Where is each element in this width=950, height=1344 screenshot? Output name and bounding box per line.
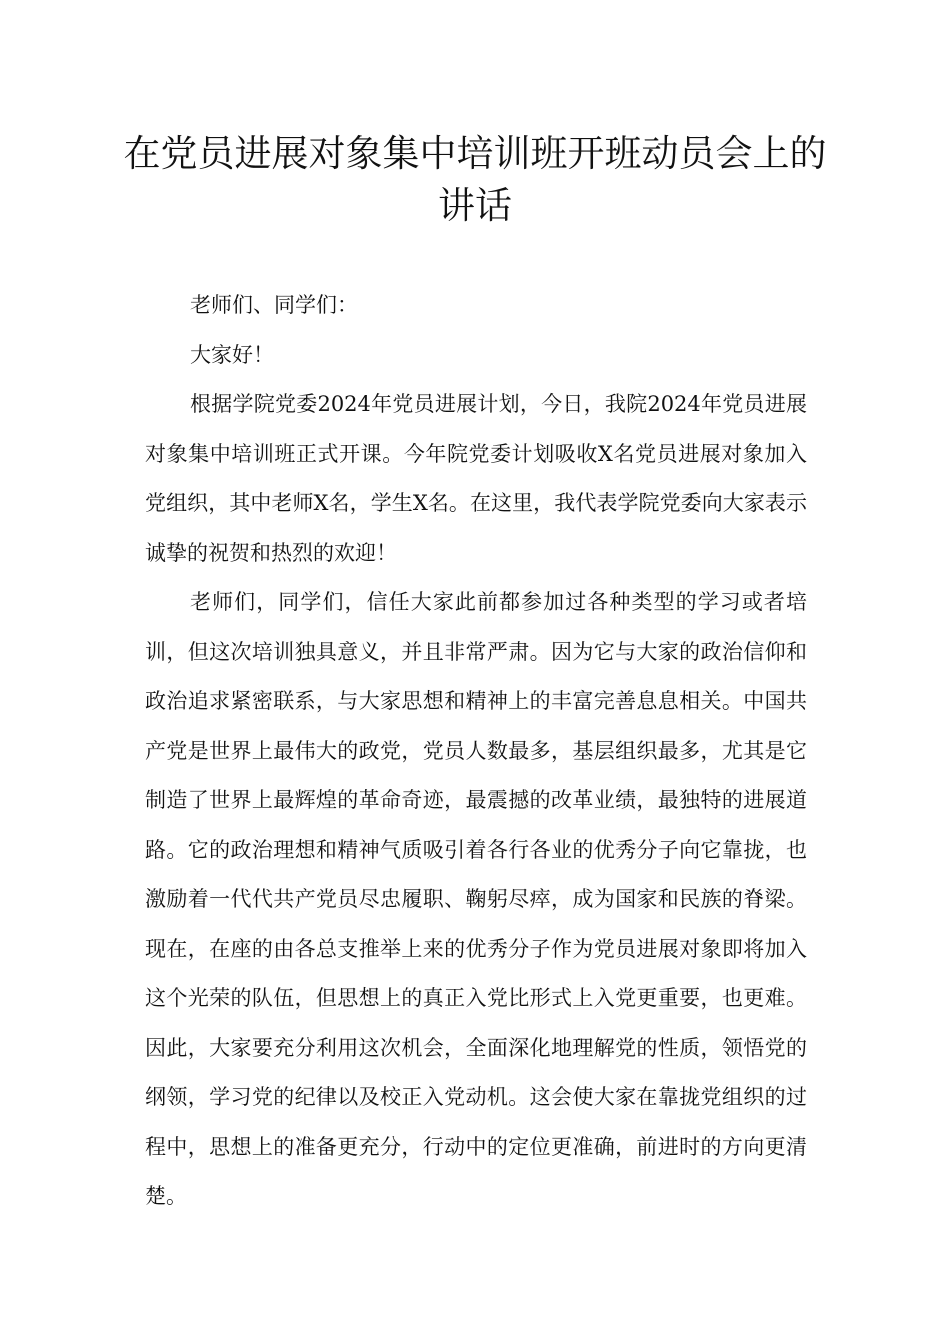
document-title: 在党员进展对象集中培训班开班动员会上的讲话 <box>123 132 827 227</box>
document-body <box>145 281 807 1222</box>
paragraph-1: 根据学院党委2024年党员进展计划，今日，我院2024年党员进展对象集中培训班正式开课。今年院党委计划吸收X名党员进展对象加入党组织，其中老师X名，学生X名。在这里，我代表学院党委向大家表示诚挚的祝贺和热烈的欢迎！ <box>145 392 807 565</box>
paragraph-2: 老师们，同学们，信任大家此前都参加过各种类型的学习或者培训，但这次培训独具意义，并且非常严肃。因为它与大家的政治信仰和政治追求紧密联系，与大家思想和精神上的丰富完善息息相关。中国共产党是世界上最伟大的政党，党员人数最多，基层组织最多，尤其是它制造了世界上最辉煌的革命奇迹，最震撼的改革业绩，最独特的进展道路。它的政治理想和精神气质吸引着各行各业的优秀分子向它靠拢，也激励着一代代共产党员尽忠履职、鞠躬尽瘁，成为国家和民族的脊梁。现在，在座的由各总支推举上来的优秀分子作为党员进展对象即将加入这个光荣的队伍，但思想上的真正入党比形式上入党更重要，也更难。因此，大家要充分利用这次机会，全面深化地理解党的性质，领悟党的纲领，学习党的纪律以及校正入党动机。这会使大家在靠拢党组织的过程中，思想上的准备更充分，行动中的定位更准确，前进时的方向更清楚。 <box>145 590 807 1208</box>
salutation: 老师们、同学们： <box>190 293 358 317</box>
greeting: 大家好！ <box>190 342 274 367</box>
